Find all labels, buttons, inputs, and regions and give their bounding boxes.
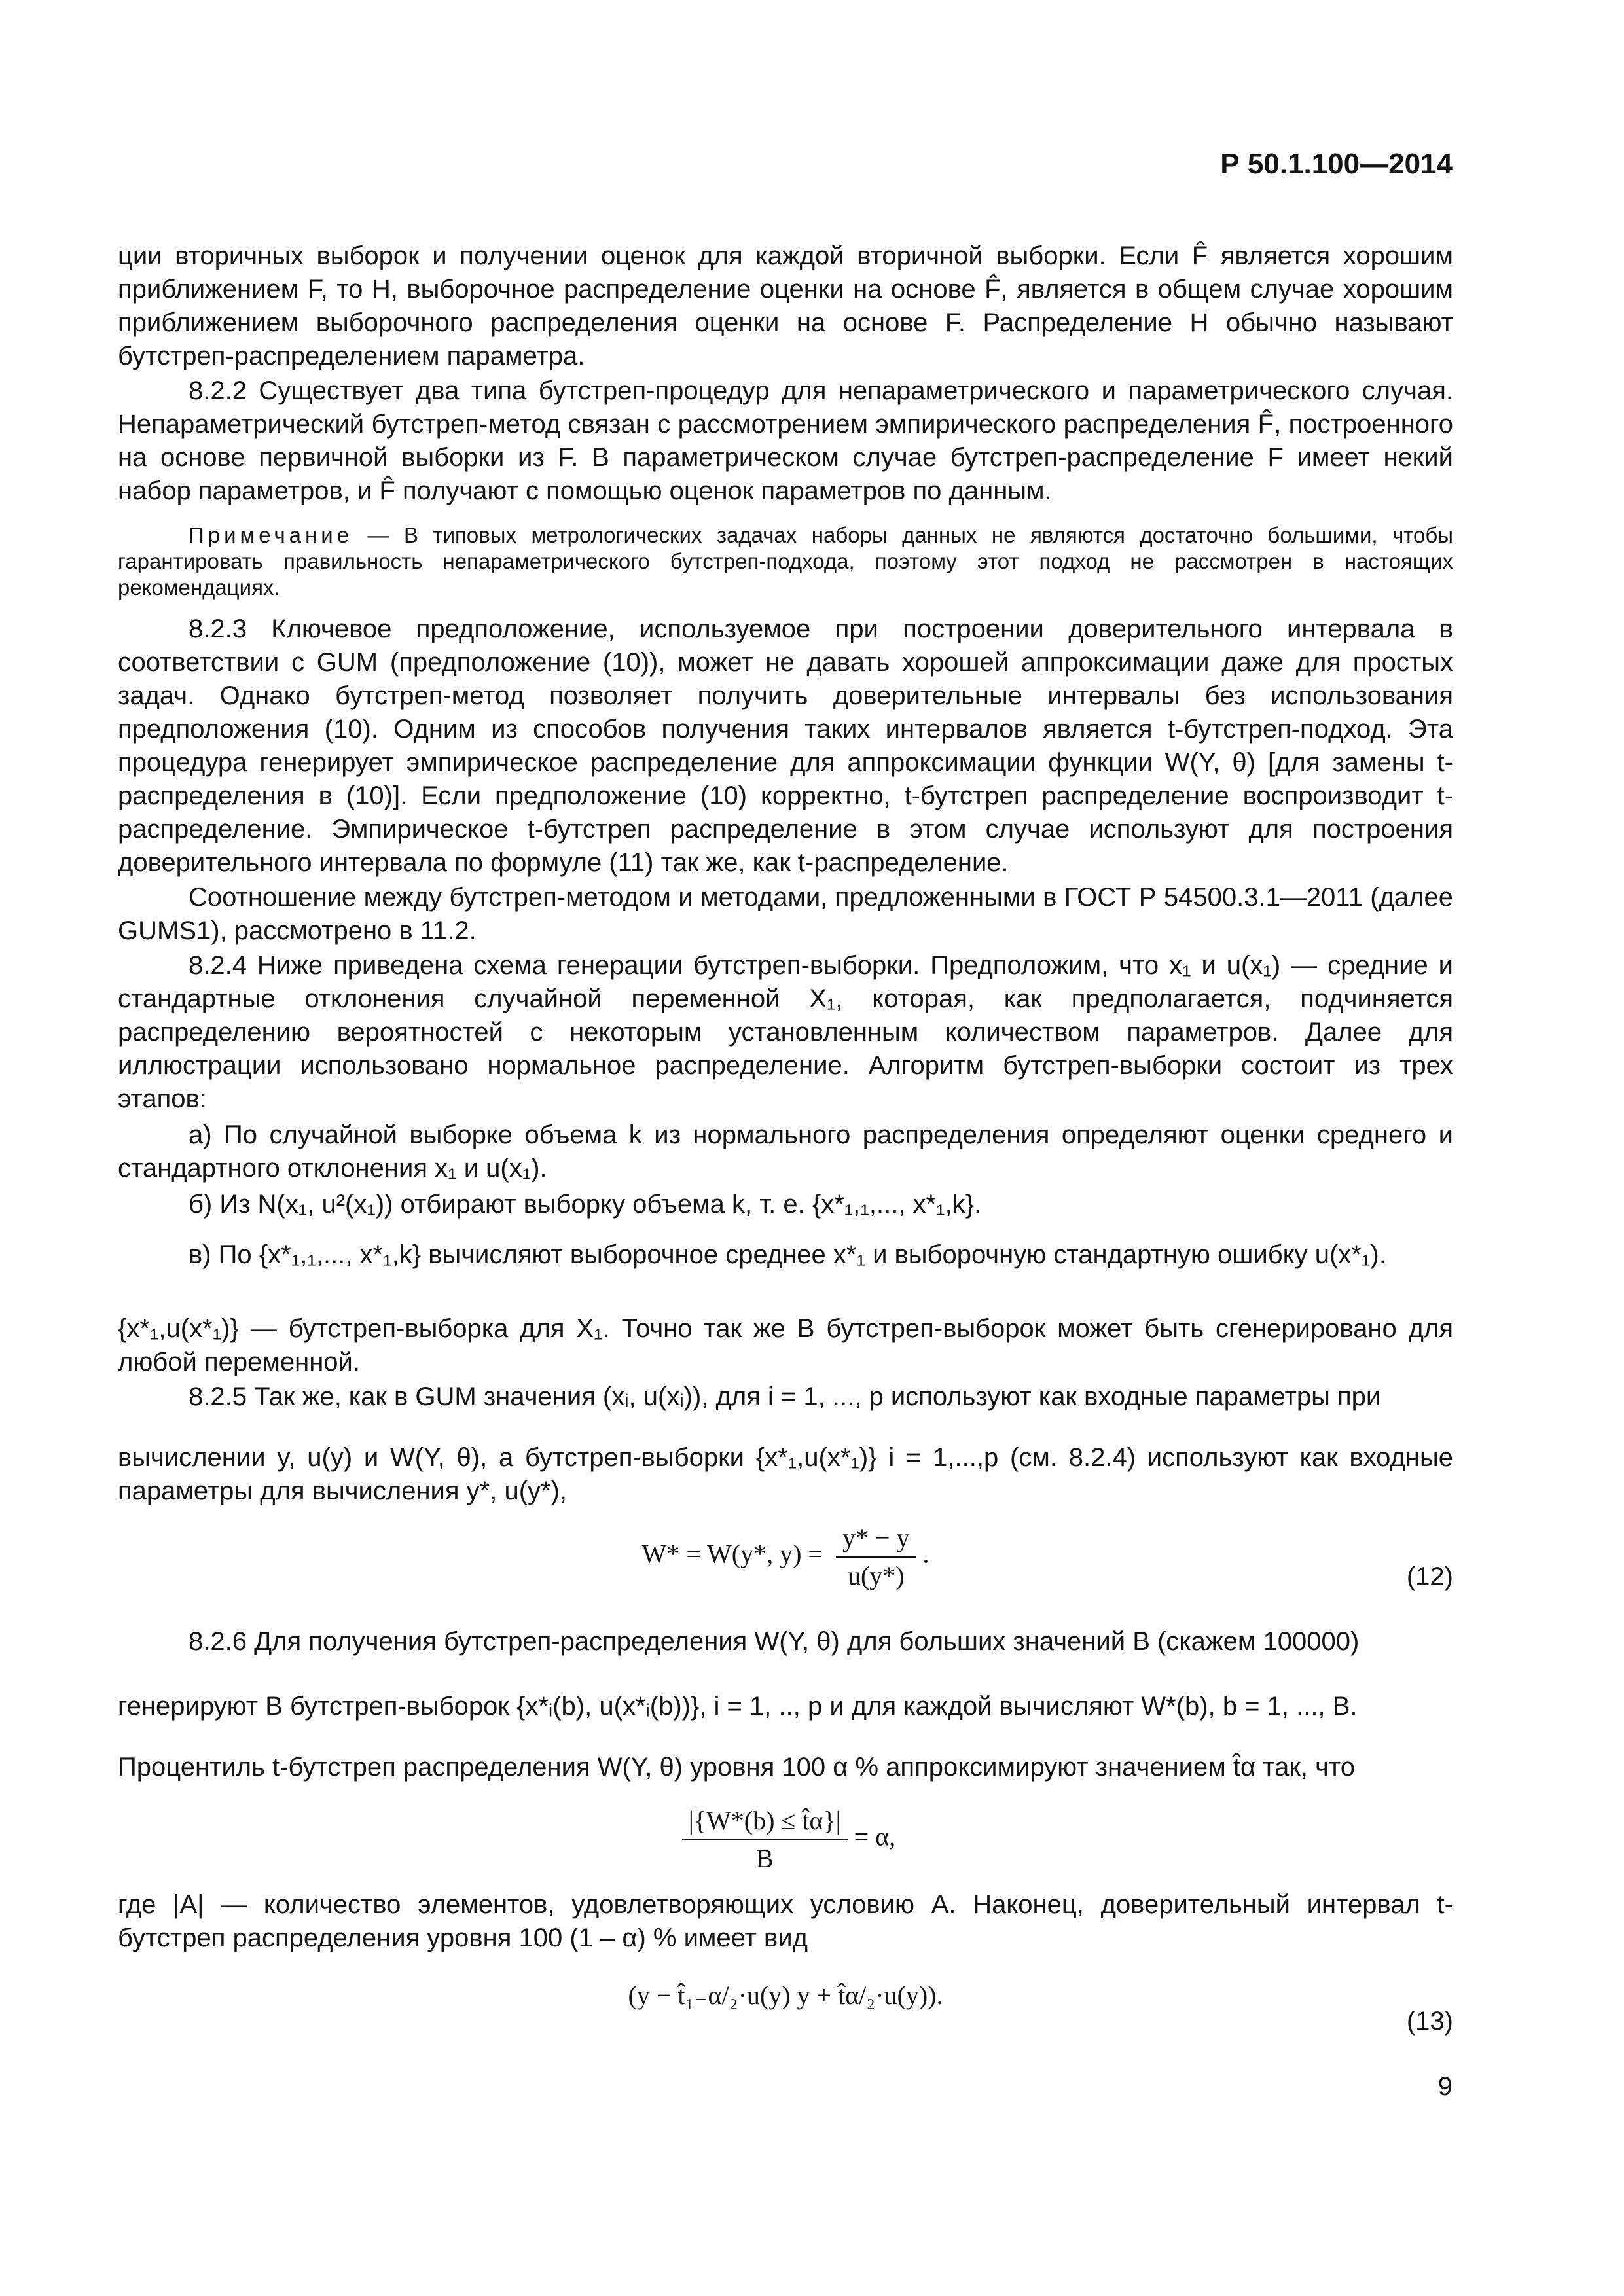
item-c-mid: вычисляют выборочное среднее bbox=[428, 1240, 826, 1269]
paragraph-8-2-3: 8.2.3 Ключевое предположение, используемое при построении доверительного интервала в соответствии с GUM (предположение (10)), может не давать хорошей аппроксимации даже для простых задач. Однако бутстреп-метод позволяет получить доверительные интервалы без использования предположения (10). Одним из способов получения таких интервалов является t-бутстреп-подход. Эта процедура генерирует эмпирическое распределение для аппроксимации функции W(Y, θ) [для замены t-распределения в (10)]. Если предположение (10) корректно, t-бутстреп распределение воспроизводит t-распределение. Эмпирическое t-бутстреп распределение в этом случае используют для построения доверительного интервала по формуле (11) так же, как t-распределение. bbox=[118, 615, 1453, 877]
para-8-2-6-set: {x*ᵢ(b), u(x*ᵢ(b))} bbox=[516, 1692, 700, 1721]
para-8-2-5-post: i = 1,...,p (см. 8.2.4) используют как входные параметры для вычисления y*, u(y*), bbox=[118, 1443, 1453, 1505]
equation-13 bbox=[118, 1979, 1453, 2036]
paragraph-8-2-5: 8.2.5 Так же, как в GUM значения (xᵢ, u(xᵢ)), для i = 1, ..., p используют как входные параметры при bbox=[189, 1382, 1381, 1411]
note-text: — В типовых метрологических задачах наборы данных не являются достаточно большими, чтобы гарантировать правильность непараметрического бутстреп-подхода, поэтому этот подход не рассмотрен в настоящих рекомендациях. bbox=[118, 523, 1453, 600]
para-8-2-6-pre: генерируют B бутстреп-выборок bbox=[118, 1692, 509, 1721]
item-c-mean: x*₁ bbox=[833, 1240, 865, 1269]
eq-alpha-denominator: B bbox=[755, 1844, 774, 1873]
note-label: Примечание bbox=[189, 523, 353, 547]
eq-alpha-numerator: |{W*(b) ≤ t̂α}| bbox=[682, 1804, 848, 1840]
equation-12 bbox=[118, 1521, 1453, 1592]
page-number: 9 bbox=[1437, 2072, 1453, 2101]
eq12-tail: . bbox=[922, 1539, 929, 1569]
list-item-a: а) По случайной выборке объема k из нормального распределения определяют оценки среднего и стандартного отклонения x₁ и u(x₁). bbox=[118, 1121, 1453, 1183]
item-c-post: и выборочную стандартную ошибку bbox=[873, 1240, 1308, 1269]
para-8-2-6-post: , i = 1, .., p и для каждой вычисляют W*(b), b = 1, ..., B. bbox=[699, 1692, 1358, 1721]
eq13-expression: (y − t̂₁₋α/₂·u(y) y + t̂α/₂·u(y)). bbox=[628, 1981, 943, 2010]
item-c-end: u(x*₁). bbox=[1314, 1240, 1386, 1269]
paragraph-8-2-6-cont bbox=[118, 1690, 1453, 1723]
paragraph-8-2-6: 8.2.6 Для получения бутстреп-распределения W(Y, θ) для больших значений B (скажем 100000) bbox=[189, 1627, 1360, 1656]
item-c-sample-set: {x*₁,₁,..., x*₁,k} bbox=[259, 1240, 422, 1269]
paragraph-bootstrap-sample bbox=[118, 1312, 1453, 1379]
eq12-denominator: u(y*) bbox=[847, 1561, 905, 1590]
paragraph-8-2-5-cont bbox=[118, 1441, 1453, 1508]
paragraph-gums1: Соотношение между бутстреп-методом и методами, предложенными в ГОСТ Р 54500.3.1—2011 (далее GUMS1), рассмотрено в 11.2. bbox=[118, 883, 1453, 945]
bootstrap-sample-set: {x*₁,u(x*₁)} bbox=[118, 1314, 239, 1343]
equation-number-13: (13) bbox=[1406, 2007, 1453, 2036]
equation-number-12: (12) bbox=[1406, 1562, 1453, 1591]
item-b-sample-set: {x*₁,₁,..., x*₁,k}. bbox=[812, 1190, 982, 1219]
eq12-numerator: y* − y bbox=[836, 1521, 916, 1558]
para-8-2-5-set: {x*₁,u(x*₁)} bbox=[755, 1443, 877, 1472]
eq-alpha-fraction bbox=[682, 1804, 848, 1875]
paragraph-percentile: Процентиль t-бутстреп распределения W(Y, θ) уровня 100 α % аппроксимируют значением t̂α так, что bbox=[118, 1753, 1356, 1782]
paragraph-where: где |A| — количество элементов, удовлетворяющих условию A. Наконец, доверительный интервал t-бутстреп распределения уровня 100 (1 – α) % имеет вид bbox=[118, 1890, 1453, 1952]
eq12-fraction bbox=[836, 1521, 916, 1592]
list-item-b bbox=[118, 1188, 1453, 1221]
paragraph-8-2-4: 8.2.4 Ниже приведена схема генерации бутстреп-выборки. Предположим, что x₁ и u(x₁) — средние и стандартные отклонения случайной переменной X₁, которая, как предполагается, подчиняется распределению вероятностей с некоторым установленным количеством параметров. Далее для иллюстрации использовано нормальное распределение. Алгоритм бутстреп-выборки состоит из трех этапов: bbox=[118, 951, 1453, 1113]
paragraph-8-2-2: 8.2.2 Существует два типа бутстреп-процедур для непараметрического и параметрического случая. Непараметрический бутстреп-метод связан с рассмотрением эмпирического распределения F̂, построенного на основе первичной выборки из F. В параметрическом случае бутстреп-распределение F имеет некий набор параметров, и F̂ получают с помощью оценок параметров по данным. bbox=[118, 376, 1453, 505]
para-8-2-5-pre: вычислении y, u(y) и W(Y, θ), а бутстреп-выборки bbox=[118, 1443, 744, 1472]
equation-alpha bbox=[118, 1804, 1453, 1875]
paragraph-continuation: ции вторичных выборок и получении оценок для каждой вторичной выборки. Если F̂ является хорошим приближением F, то H, выборочное распределение оценки на основе F̂, является в общем случае хорошим приближением выборочного распределения оценки на основе F. Распределение H обычно называют бутстреп-распределением параметра. bbox=[118, 242, 1453, 370]
bootstrap-sample-text: — бутстреп-выборка для X₁. Точно так же B бутстреп-выборок может быть сгенерировано для любой переменной. bbox=[118, 1314, 1453, 1376]
eq12-lhs: W* = W(y*, y) = bbox=[641, 1539, 823, 1569]
eq-alpha-tail: = α, bbox=[854, 1821, 896, 1852]
page-body bbox=[118, 240, 1453, 2036]
document-code-header: Р 50.1.100—2014 bbox=[1220, 148, 1453, 180]
note-block bbox=[118, 522, 1453, 601]
item-b-text: б) Из N(x₁, u²(x₁)) отбирают выборку объема k, т. е. bbox=[189, 1190, 805, 1219]
list-item-c bbox=[118, 1238, 1453, 1272]
item-c-text: в) По bbox=[189, 1240, 252, 1269]
